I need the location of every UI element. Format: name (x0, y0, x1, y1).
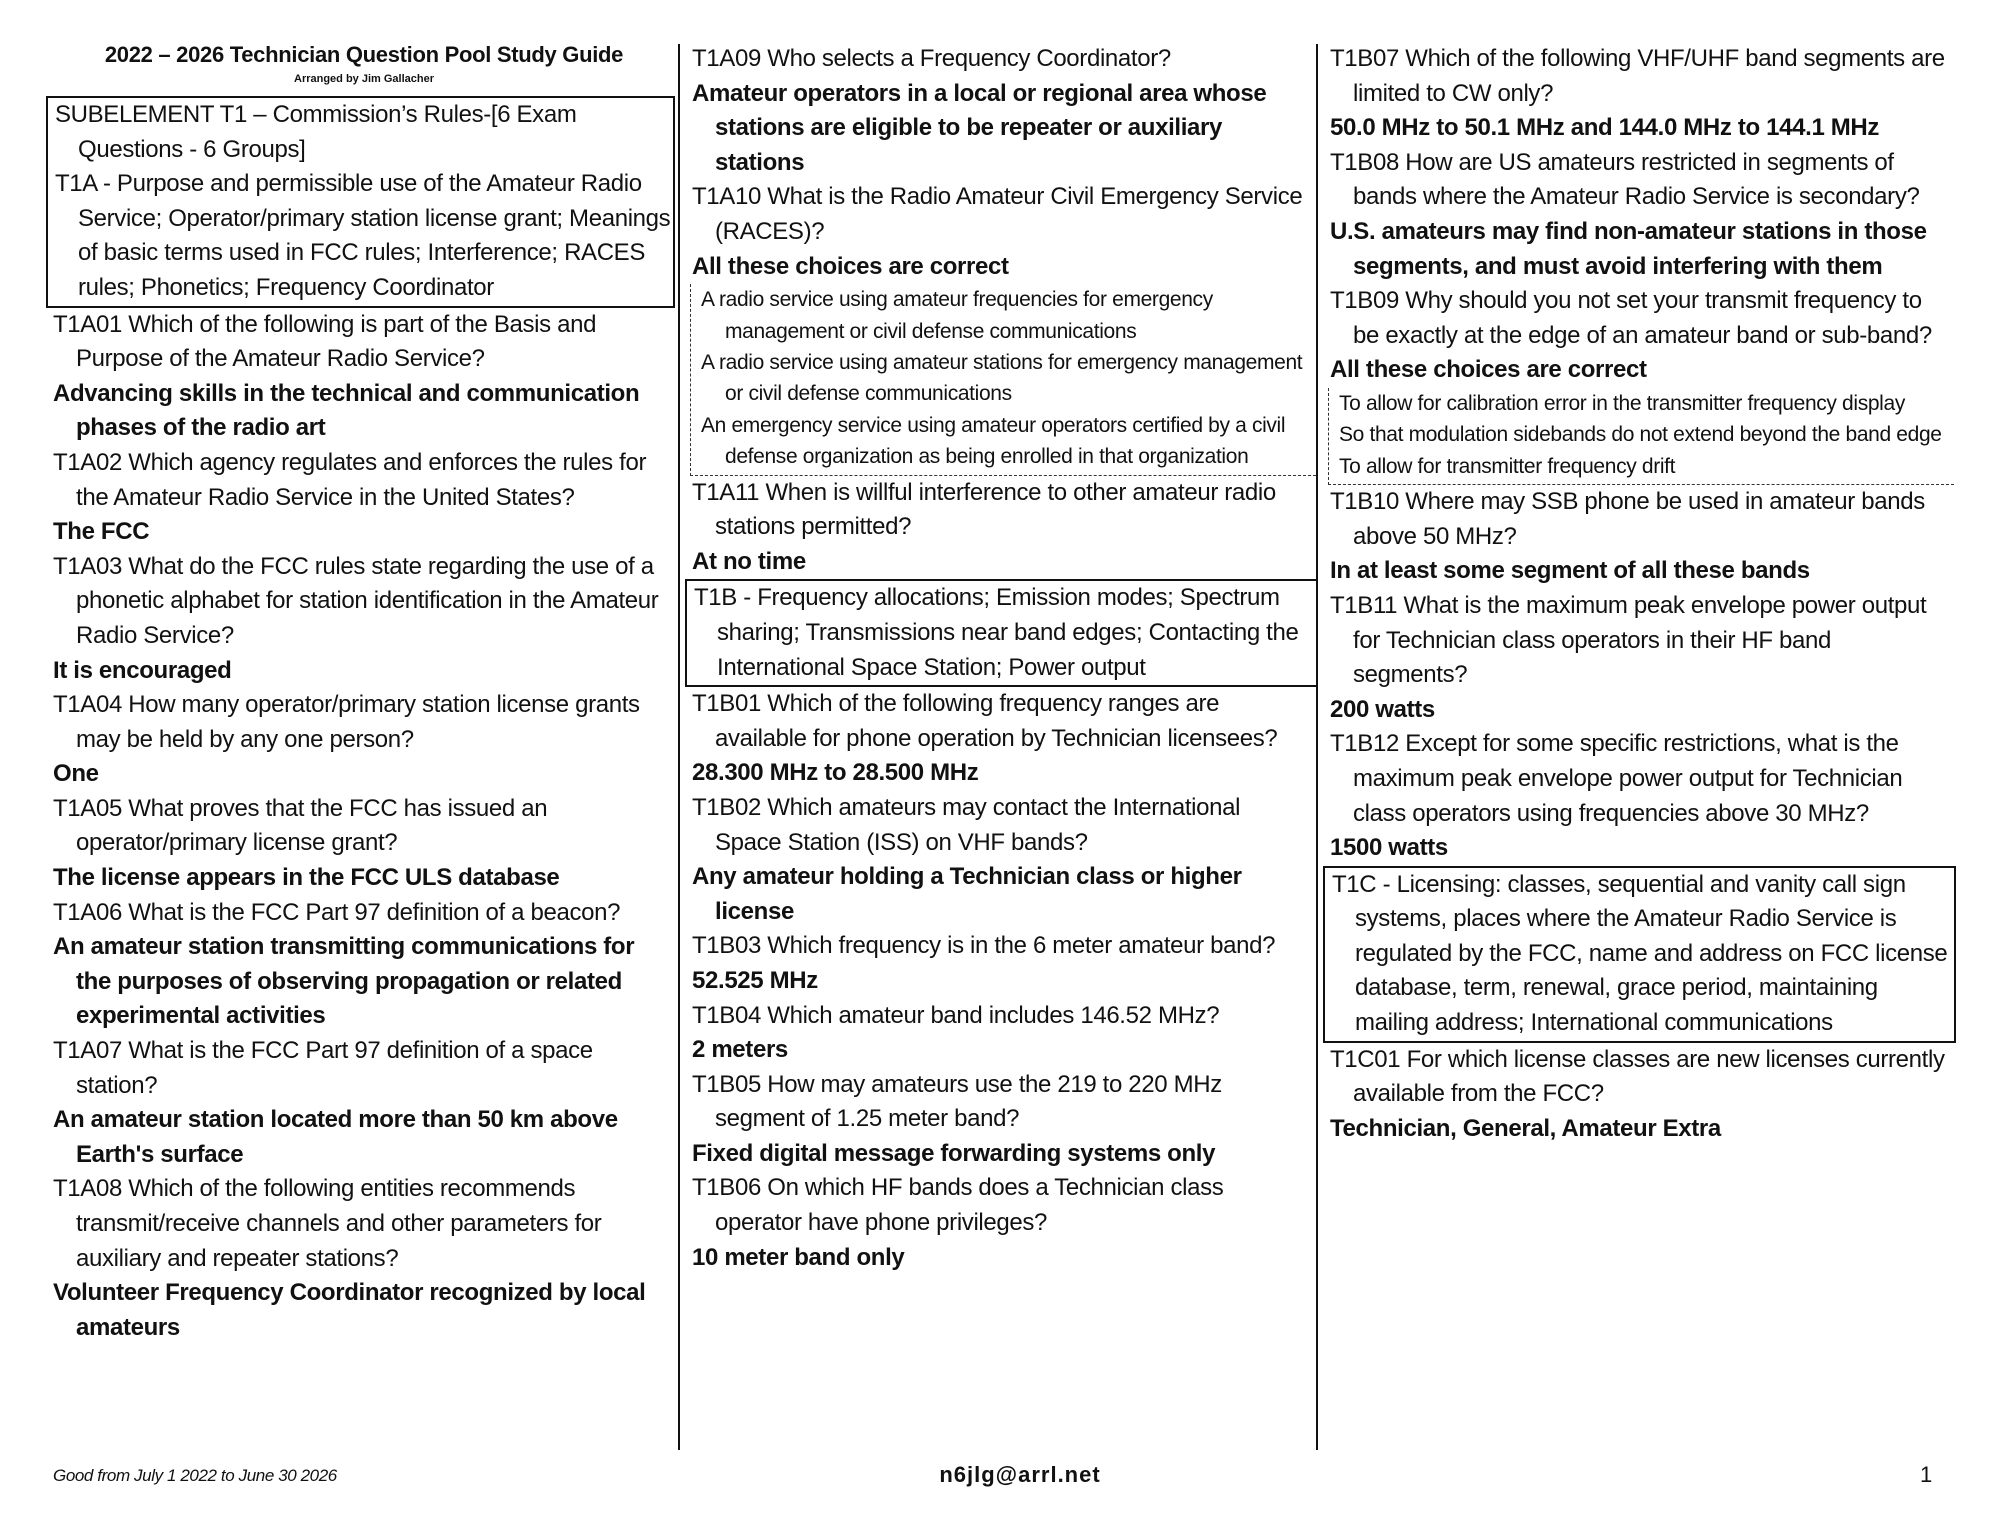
column-divider-1 (678, 44, 680, 1450)
question: T1A06 What is the FCC Part 97 definition of a beacon? (53, 898, 621, 926)
question: T1B07 Which of the following VHF/UHF band segments are limited to CW only? (1330, 45, 1945, 107)
answer: All these choices are correct (692, 252, 1009, 280)
answer-choices (690, 284, 1316, 475)
section-box-t1b (685, 579, 1318, 687)
document-author: Arranged by Jim Gallacher (294, 73, 434, 85)
validity-note: Good from July 1 2022 to June 30 2026 (53, 1466, 337, 1485)
answer: 50.0 MHz to 50.1 MHz and 144.0 MHz to 144.1 MHz (1330, 114, 1880, 142)
answer: 28.300 MHz to 28.500 MHz (692, 759, 979, 787)
answer: Any amateur holding a Technician class or higher license (692, 863, 1242, 925)
column-divider-2 (1316, 44, 1318, 1450)
section-box-t1a (46, 96, 675, 308)
question: T1A09 Who selects a Frequency Coordinator? (692, 45, 1171, 72)
question: T1B09 Why should you not set your transmit frequency to be exactly at the edge of an amateur band or sub-band? (1330, 287, 1932, 349)
document-title: 2022 – 2026 Technician Question Pool Study Guide (104, 42, 624, 67)
question: T1A03 What do the FCC rules state regarding the use of a phonetic alphabet for station identification in the Amateur Radio Service? (53, 552, 659, 649)
group-heading-t1c: T1C - Licensing: classes, sequential and vanity call sign systems, places where the Amateur Radio Service is regulated by the FCC, name and address on FCC license database, term, renewal, grace period, maintaining mailing address; International communications (1332, 870, 1948, 1037)
answer: Advancing skills in the technical and communication phases of the radio art (53, 379, 640, 442)
answer: 1500 watts (1330, 834, 1448, 862)
section-box-t1c (1323, 866, 1956, 1043)
question: T1B05 How may amateurs use the 219 to 220 MHz segment of 1.25 meter band? (692, 1070, 1222, 1133)
group-heading-t1b: T1B - Frequency allocations; Emission modes; Spectrum sharing; Transmissions near band edges; Contacting the International Space Station; Power output (694, 584, 1299, 681)
answer: All these choices are correct (1330, 356, 1647, 384)
choice: An emergency service using amateur operators certified by a civil defense organization as being enrolled in that organization (701, 413, 1286, 469)
question: T1B06 On which HF bands does a Technician class operator have phone privileges? (692, 1174, 1224, 1237)
answer: U.S. amateurs may find non-amateur stations in those segments, and must avoid interfering with them (1330, 217, 1927, 280)
question: T1B12 Except for some specific restrictions, what is the maximum peak envelope power output for Technician class operators using frequencies above 30 MHz? (1330, 730, 1903, 827)
answer: 10 meter band only (692, 1243, 905, 1271)
question: T1A08 Which of the following entities recommends transmit/receive channels and other parameters for auxiliary and repeater stations? (53, 1175, 602, 1272)
question: T1A04 How many operator/primary station license grants may be held by any one person? (53, 691, 640, 753)
question: T1B03 Which frequency is in the 6 meter amateur band? (692, 932, 1276, 960)
answer: 200 watts (1330, 695, 1435, 723)
answer: Amateur operators in a local or regional area whose stations are eligible to be repeater or auxiliary stations (692, 79, 1267, 176)
question: T1B11 What is the maximum peak envelope power output for Technician class operators in their HF band segments? (1330, 591, 1927, 689)
question: T1B01 Which of the following frequency ranges are available for phone operation by Technician licensees? (692, 690, 1278, 752)
choice: To allow for calibration error in the transmitter frequency display (1339, 391, 1905, 415)
author-email: n6jlg@arrl.net (939, 1462, 1101, 1487)
answer: The license appears in the FCC ULS database (53, 864, 560, 892)
question: T1B04 Which amateur band includes 146.52 MHz? (692, 1001, 1220, 1029)
question: T1A10 What is the Radio Amateur Civil Emergency Service (RACES)? (692, 183, 1303, 245)
question: T1C01 For which license classes are new licenses currently available from the FCC? (1330, 1045, 1945, 1108)
page-number: 1 (1920, 1462, 1933, 1487)
question: T1A11 When is willful interference to other amateur radio stations permitted? (692, 478, 1276, 541)
question: T1A01 Which of the following is part of the Basis and Purpose of the Amateur Radio Service? (53, 310, 597, 373)
answer-choices (1328, 388, 1954, 485)
column-2 (692, 42, 1312, 1275)
choice: A radio service using amateur stations for emergency management or civil defense communications (701, 350, 1303, 406)
answer: The FCC (53, 518, 150, 546)
answer: An amateur station transmitting communications for the purposes of observing propagation or related experimental activities (53, 933, 635, 1030)
answer: 52.525 MHz (692, 966, 818, 994)
question: T1A05 What proves that the FCC has issued an operator/primary license grant? (53, 794, 548, 857)
answer: It is encouraged (53, 656, 232, 684)
answer: Volunteer Frequency Coordinator recognized by local amateurs (53, 1279, 646, 1341)
answer: 2 meters (692, 1036, 788, 1064)
question: T1B02 Which amateurs may contact the International Space Station (ISS) on VHF bands? (692, 793, 1241, 856)
question: T1B08 How are US amateurs restricted in segments of bands where the Amateur Radio Service is secondary? (1330, 148, 1920, 211)
answer: At no time (692, 547, 806, 575)
column-1 (53, 96, 669, 1345)
question: T1A02 Which agency regulates and enforces the rules for the Amateur Radio Service in the United States? (53, 448, 647, 511)
answer: An amateur station located more than 50 km above Earth's surface (53, 1106, 618, 1168)
column-3 (1330, 42, 1950, 1146)
choice: A radio service using amateur frequencies for emergency management or civil defense communications (701, 288, 1213, 343)
answer: In at least some segment of all these bands (1330, 557, 1810, 585)
answer: One (53, 760, 99, 788)
choice: So that modulation sidebands do not extend beyond the band edge (1339, 423, 1942, 447)
question: T1B10 Where may SSB phone be used in amateur bands above 50 MHz? (1330, 488, 1925, 550)
answer: Fixed digital message forwarding systems only (692, 1139, 1216, 1167)
question: T1A07 What is the FCC Part 97 definition of a space station? (53, 1037, 593, 1099)
subelement-heading: SUBELEMENT T1 – Commission’s Rules-[6 Exam Questions - 6 Groups] (55, 101, 577, 163)
answer: Technician, General, Amateur Extra (1330, 1114, 1721, 1142)
group-heading-t1a: T1A - Purpose and permissible use of the Amateur Radio Service; Operator/primary station license grant; Meanings of basic terms used in FCC rules; Interference; RACES rules; Phonetics; Frequency Coordinator (55, 170, 671, 301)
choice: To allow for transmitter frequency drift (1339, 454, 1676, 478)
